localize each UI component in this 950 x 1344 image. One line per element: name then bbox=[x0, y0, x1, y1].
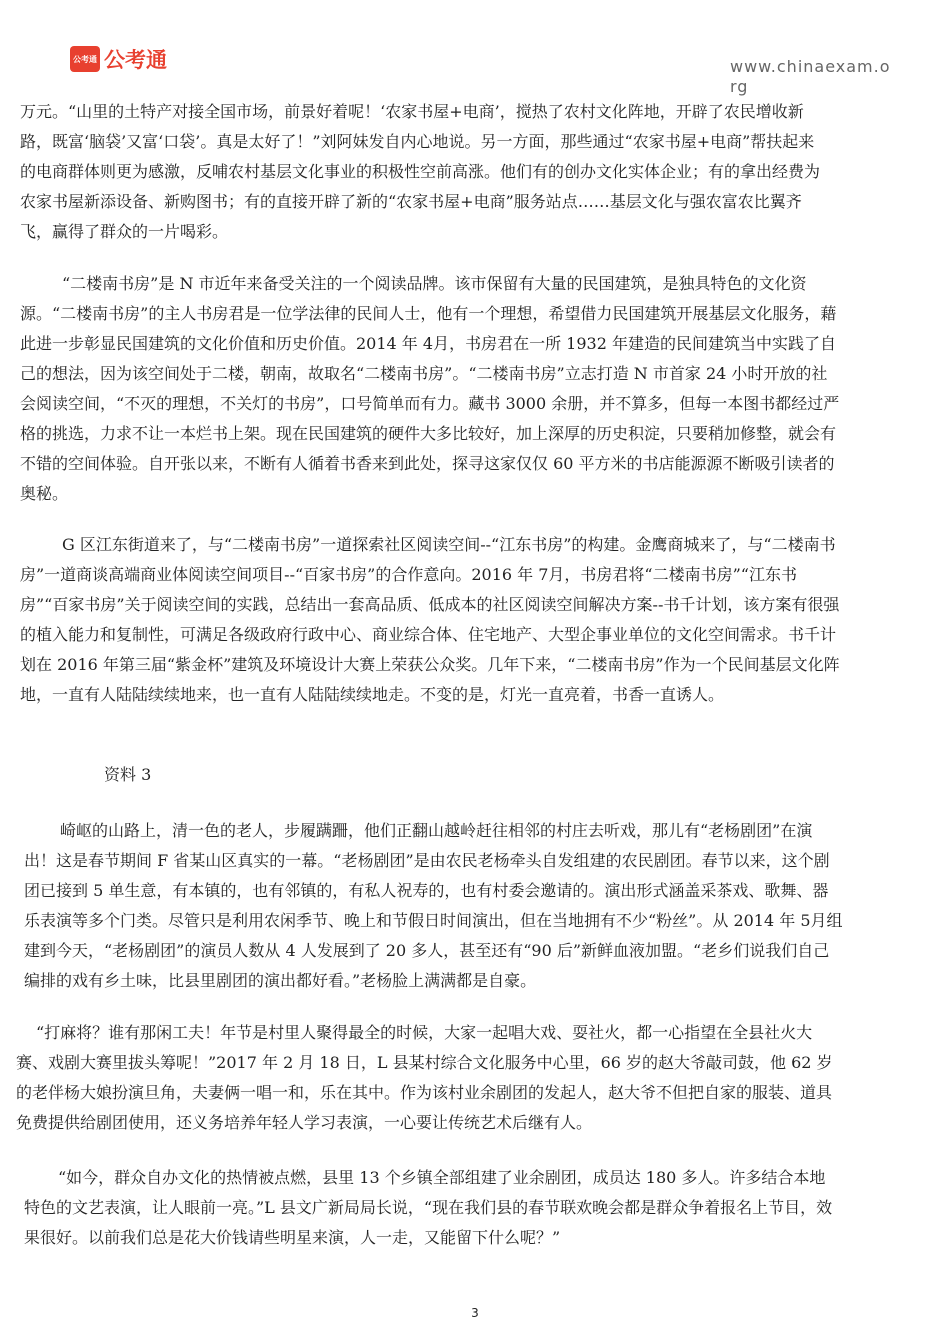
logo bbox=[70, 44, 167, 74]
paragraph: “打麻将？谁有那闲工夫！年节是村里人聚得最全的时候，大家一起唱大戏、耍社火，都一心指望在全县社火大赛、戏剧大赛里拔头筹呢！”2017 年 2 月 18 日，L 县某村综合文化服务中心里，66 岁的赵大爷敲司鼓，他 62 岁的老伴杨大娘扮演旦角，夫妻俩一唱一和，乐在其中。作为该村业余剧团的发起人，赵大爷不但把自家的服装、道具免费提供给剧团使用，还义务培养年轻人学习表演，一心要让传统艺术后继有人。 bbox=[16, 1023, 833, 1132]
section-heading: 资料 3 bbox=[104, 765, 152, 784]
paragraph: 万元。“山里的土特产对接全国市场，前景好着呢！‘农家书屋+电商’，搅热了农村文化阵地，开辟了农民增收新路，既富‘脑袋’又富‘口袋’。真是太好了！”刘阿妹发自内心地说。另一方面，那些通过“农家书屋+电商”帮扶起来的电商群体则更为感激，反哺农村基层文化事业的积极性空前高涨。他们有的创办文化实体企业；有的拿出经费为农家书屋新添设备、新购图书；有的直接开辟了新的“农家书屋+电商”服务站点……基层文化与强农富农比翼齐飞，赢得了群众的一片喝彩。 bbox=[20, 102, 821, 241]
paragraph: “如今，群众自办文化的热情被点燃，县里 13 个乡镇全部组建了业余剧团，成员达 180 多人。许多结合本地特色的文艺表演，让人眼前一亮。”L 县文广新局局长说，“现在我们县的春节联欢晚会都是群众争着报名上节目，效果很好。以前我们总是花大价钱请些明星来演，人一走，又能留下什么呢？” bbox=[24, 1168, 833, 1247]
logo-badge: 公考通 bbox=[70, 46, 100, 72]
page-number: 3 bbox=[471, 1306, 479, 1320]
site-url: www.chinaexam.org bbox=[730, 57, 891, 96]
logo-text: 公考通 bbox=[104, 48, 167, 72]
paragraph: 崎岖的山路上，清一色的老人，步履蹒跚，他们正翻山越岭赶往相邻的村庄去听戏，那儿有“老杨剧团”在演出！这是春节期间 F 省某山区真实的一幕。“老杨剧团”是由农民老杨牵头自发组建的农民剧团。春节以来，这个剧团已接到 5 单生意，有本镇的，也有邻镇的，有私人祝寿的，也有村委会邀请的。演出形式涵盖采茶戏、歌舞、器乐表演等多个门类。尽管只是利用农闲季节、晚上和节假日时间演出，但在当地拥有不少“粉丝”。从 2014 年 5月组建到今天，“老杨剧团”的演员人数从 4 人发展到了 20 多人，甚至还有“90 后”新鲜血液加盟。“老乡们说我们自己编排的戏有乡土味，比县里剧团的演出都好看。”老杨脸上满满都是自豪。 bbox=[24, 821, 843, 990]
paragraph: “二楼南书房”是 N 市近年来备受关注的一个阅读品牌。该市保留有大量的民国建筑，是独具特色的文化资源。“二楼南书房”的主人书房君是一位学法律的民间人士，他有一个理想，希望借力民国建筑开展基层文化服务，藉此进一步彰显民国建筑的文化价值和历史价值。2014 年 4月，书房君在一所 1932 年建造的民间建筑当中实践了自己的想法，因为该空间处于二楼，朝南，故取名“二楼南书房”。“二楼南书房”立志打造 N 市首家 24 小时开放的社会阅读空间，“不灭的理想，不关灯的书房”，口号简单而有力。藏书 3000 余册，并不算多，但每一本图书都经过严格的挑选，力求不让一本烂书上架。现在民国建筑的硬件大多比较好，加上深厚的历史积淀，只要稍加修整，就会有不错的空间体验。自开张以来，不断有人循着书香来到此处，探寻这家仅仅 60 平方米的书店能源源不断吸引读者的奥秘。 bbox=[20, 274, 840, 503]
paragraph: G 区江东街道来了，与“二楼南书房”一道探索社区阅读空间--“江东书房”的构建。金鹰商城来了，与“二楼南书房”一道商谈高端商业体阅读空间项目--“百家书房”的合作意向。2016 年 7月，书房君将“二楼南书房”“江东书房”“百家书房”关于阅读空间的实践，总结出一套高品质、低成本的社区阅读空间解决方案--书千计划，该方案有很强的植入能力和复制性，可满足各级政府行政中心、商业综合体、住宅地产、大型企事业单位的文化空间需求。书千计划在 2016 年第三届“紫金杯”建筑及环境设计大赛上荣获公众奖。几年下来，“二楼南书房”作为一个民间基层文化阵地，一直有人陆陆续续地来，也一直有人陆陆续续地走。不变的是，灯光一直亮着，书香一直诱人。 bbox=[20, 535, 840, 704]
